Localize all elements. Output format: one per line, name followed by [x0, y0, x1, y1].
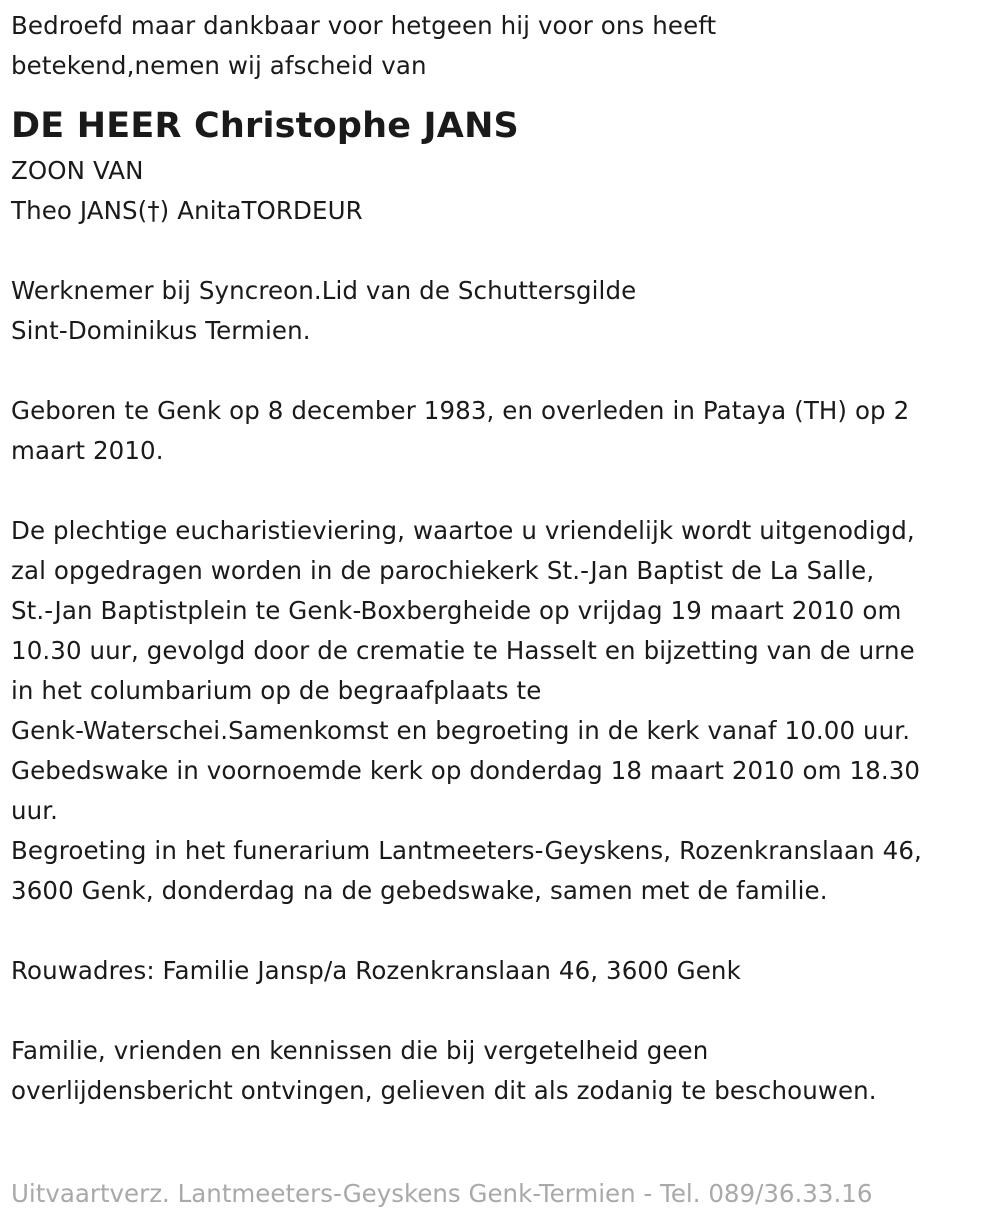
occupation-block — [11, 271, 990, 351]
ceremony-line: Gebedswake in voornoemde kerk op donderdag 18 maart 2010 om 18.30 — [11, 756, 921, 785]
ceremony-block — [11, 511, 990, 911]
birth-death-block — [11, 391, 990, 471]
parents-block — [11, 151, 990, 231]
closing-block — [11, 1031, 990, 1111]
funeral-home-footer: Uitvaartverz. Lantmeeters-Geyskens Genk-Termien - Tel. 089/36.33.16 — [11, 1179, 873, 1208]
closing-line: overlijdensbericht ontvingen, gelieven dit als zodanig te beschouwen. — [11, 1076, 877, 1105]
intro-text — [11, 6, 990, 86]
ceremony-line: Genk-Waterschei.Samenkomst en begroeting in de kerk vanaf 10.00 uur. — [11, 716, 911, 745]
intro-line: betekend,nemen wij afscheid van — [11, 51, 427, 80]
intro-line: Bedroefd maar dankbaar voor hetgeen hij voor ons heeft — [11, 11, 717, 40]
occupation-line: Werknemer bij Syncreon.Lid van de Schuttersgilde — [11, 276, 637, 305]
ceremony-line: in het columbarium op de begraafplaats te — [11, 676, 542, 705]
parents-label: ZOON VAN — [11, 156, 144, 185]
ceremony-line: Begroeting in het funerarium Lantmeeters-Geyskens, Rozenkranslaan 46, — [11, 836, 922, 865]
ceremony-line: 10.30 uur, gevolgd door de crematie te Hasselt en bijzetting van de urne — [11, 636, 915, 665]
parents-names: Theo JANS(†) AnitaTORDEUR — [11, 196, 363, 225]
deceased-name: DE HEER Christophe JANS — [11, 106, 519, 146]
birth-death-line: maart 2010. — [11, 436, 164, 465]
mourning-address: Rouwadres: Familie Jansp/a Rozenkranslaan 46, 3600 Genk — [11, 956, 741, 985]
birth-death-line: Geboren te Genk op 8 december 1983, en overleden in Pataya (TH) op 2 — [11, 396, 910, 425]
ceremony-line: zal opgedragen worden in de parochiekerk St.-Jan Baptist de La Salle, — [11, 556, 875, 585]
ceremony-line: De plechtige eucharistieviering, waartoe u vriendelijk wordt uitgenodigd, — [11, 516, 915, 545]
ceremony-line: uur. — [11, 796, 59, 825]
closing-line: Familie, vrienden en kennissen die bij vergetelheid geen — [11, 1036, 709, 1065]
ceremony-line: 3600 Genk, donderdag na de gebedswake, samen met de familie. — [11, 876, 828, 905]
ceremony-line: St.-Jan Baptistplein te Genk-Boxbergheide op vrijdag 19 maart 2010 om — [11, 596, 902, 625]
occupation-line: Sint-Dominikus Termien. — [11, 316, 311, 345]
